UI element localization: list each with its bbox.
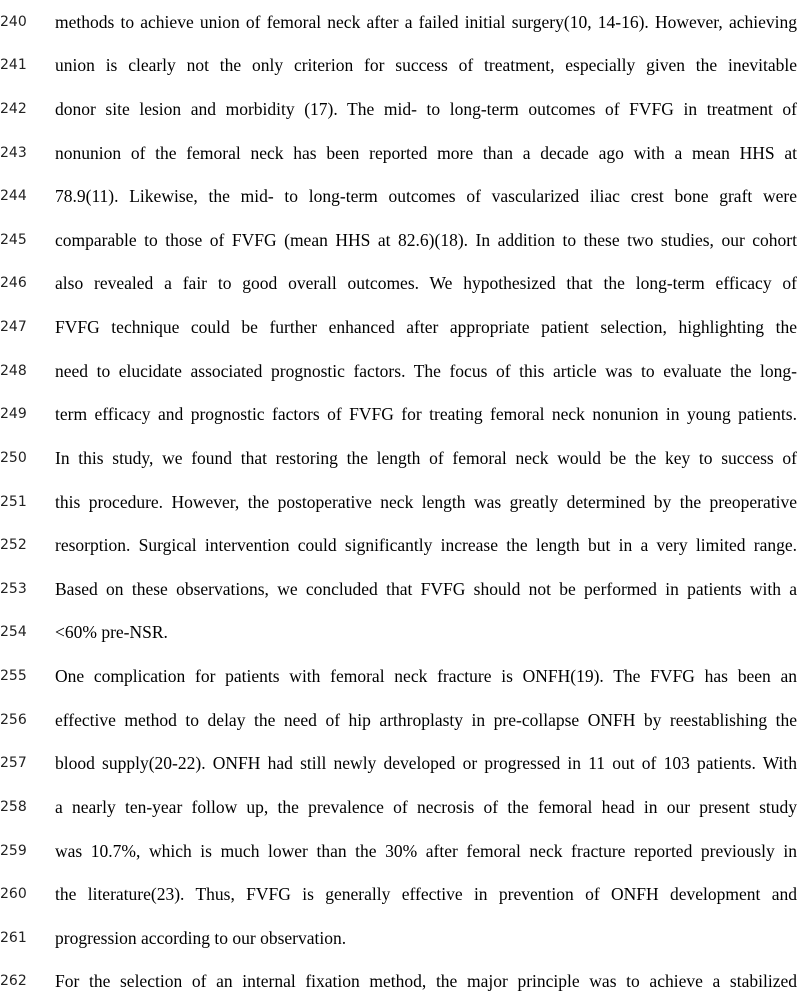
text-line-246 (0, 268, 800, 298)
line-number: 251 (0, 494, 27, 510)
line-text: comparable to those of FVFG (mean HHS at 82.6)(18). In addition to these two studies, our cohort (55, 230, 797, 250)
line-number: 256 (0, 712, 27, 728)
text-line-240 (0, 7, 800, 37)
line-text: donor site lesion and morbidity (17). The mid- to long-term outcomes of FVFG in treatment of (55, 99, 797, 119)
line-text: need to elucidate associated prognostic factors. The focus of this article was to evaluate the long- (55, 361, 797, 381)
line-number: 243 (0, 145, 27, 161)
text-line-241 (0, 50, 800, 80)
line-text: this procedure. However, the postoperative neck length was greatly determined by the preoperative (55, 492, 797, 512)
line-number: 241 (0, 57, 27, 73)
text-line-258 (0, 792, 800, 822)
line-text: For the selection of an internal fixation method, the major principle was to achieve a stabilized (55, 971, 797, 991)
text-line-259 (0, 836, 800, 866)
line-number: 245 (0, 232, 27, 248)
line-number: 240 (0, 14, 27, 30)
line-text: Based on these observations, we concluded that FVFG should not be performed in patients with a (55, 579, 797, 599)
text-line-262 (0, 966, 800, 996)
line-number: 255 (0, 668, 27, 684)
line-text: a nearly ten-year follow up, the prevalence of necrosis of the femoral head in our present study (55, 797, 797, 817)
line-number: 247 (0, 319, 27, 335)
line-text: the literature(23). Thus, FVFG is generally effective in prevention of ONFH development and (55, 884, 797, 904)
line-number: 258 (0, 799, 27, 815)
text-line-245 (0, 225, 800, 255)
line-number: 260 (0, 886, 27, 902)
text-line-243 (0, 138, 800, 168)
line-text: union is clearly not the only criterion for success of treatment, especially given the inevitable (55, 55, 797, 75)
line-text: term efficacy and prognostic factors of FVFG for treating femoral neck nonunion in young patients. (55, 404, 797, 424)
text-line-244 (0, 181, 800, 211)
text-line-261 (0, 923, 800, 953)
line-text: resorption. Surgical intervention could significantly increase the length but in a very limited range. (55, 535, 797, 555)
line-text: <60% pre-NSR. (55, 622, 168, 642)
line-text: methods to achieve union of femoral neck after a failed initial surgery(10, 14-16). However, achieving (55, 12, 797, 32)
line-text: effective method to delay the need of hip arthroplasty in pre-collapse ONFH by reestablishing the (55, 710, 797, 730)
line-number: 253 (0, 581, 27, 597)
text-line-242 (0, 94, 800, 124)
text-line-250 (0, 443, 800, 473)
text-line-257 (0, 748, 800, 778)
line-number: 259 (0, 843, 27, 859)
line-number: 257 (0, 755, 27, 771)
text-line-249 (0, 399, 800, 429)
line-number: 242 (0, 101, 27, 117)
text-line-255 (0, 661, 800, 691)
line-text: progression according to our observation. (55, 928, 347, 948)
line-text: One complication for patients with femoral neck fracture is ONFH(19). The FVFG has been an (55, 666, 797, 686)
line-number: 249 (0, 406, 27, 422)
line-number: 248 (0, 363, 27, 379)
line-text: 78.9(11). Likewise, the mid- to long-term outcomes of vascularized iliac crest bone graft were (55, 186, 797, 206)
line-number: 250 (0, 450, 27, 466)
line-number: 244 (0, 188, 27, 204)
line-number: 252 (0, 537, 27, 553)
text-line-248 (0, 356, 800, 386)
line-text: also revealed a fair to good overall outcomes. We hypothesized that the long-term efficacy of (55, 273, 797, 293)
line-number: 261 (0, 930, 27, 946)
text-line-247 (0, 312, 800, 342)
text-line-253 (0, 574, 800, 604)
line-text: FVFG technique could be further enhanced after appropriate patient selection, highlighting the (55, 317, 797, 337)
line-number: 246 (0, 275, 27, 291)
text-line-252 (0, 530, 800, 560)
line-text: blood supply(20-22). ONFH had still newly developed or progressed in 11 out of 103 patients. With (55, 753, 797, 773)
line-text: was 10.7%, which is much lower than the 30% after femoral neck fracture reported previously in (55, 841, 797, 861)
text-line-254 (0, 617, 800, 647)
text-line-251 (0, 487, 800, 517)
line-text: nonunion of the femoral neck has been reported more than a decade ago with a mean HHS at (55, 143, 797, 163)
text-line-256 (0, 705, 800, 735)
line-number: 262 (0, 973, 27, 989)
line-number: 254 (0, 624, 27, 640)
line-text: In this study, we found that restoring the length of femoral neck would be the key to success of (55, 448, 797, 468)
text-line-260 (0, 879, 800, 909)
